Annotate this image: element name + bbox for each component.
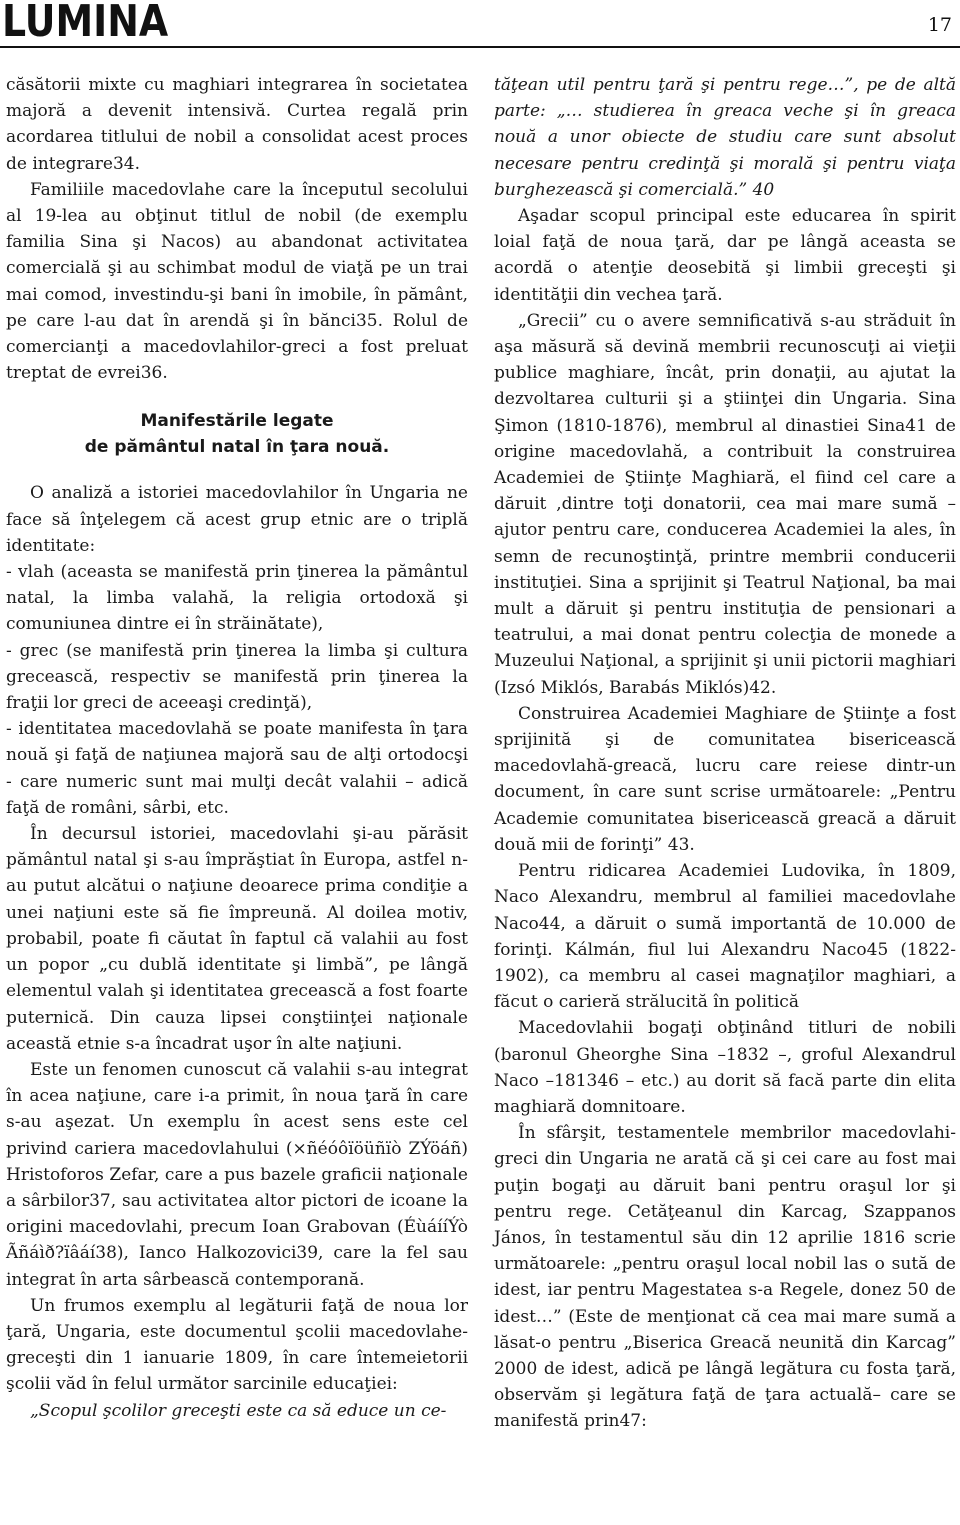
magazine-logo: LUMINA xyxy=(2,0,169,47)
section-heading-line: de pământul natal în ţara nouă. xyxy=(84,437,390,458)
paragraph: Macedovlahii bogaţi obţinând titluri de nobili (baronul Gheorghe Sina –1832 –, groful Alexandrul Naco –181346 – etc.) au dorit să facă parte din elita maghiară domnitoare. xyxy=(494,1018,956,1117)
paragraph: Este un fenomen cunoscut că valahii s-au integrat în acea naţiune, care i-a primit, în noua ţară în care s-au aşezat. Un exemplu în acest sens este cel privind cariera macedovlahului (×ñéóôïöüñïò ZÝöáñ) Hristoforos Zefar, care a pus bazele graficii naţionale a sârbilor37, sau activitatea altor pictori de icoane la origini macedovlahi, precum Ioan Grabovan (ÉùáííÝò Ãñáìð?ïâáí38), Ianco Halkozovici39, care la fel sau integrat în arta sârbească contemporană. xyxy=(6,1059,468,1290)
paragraph: O analiză a istoriei macedovlahilor în Ungaria ne face să înţelegem că acest grup etnic are o triplă identitate: xyxy=(6,483,468,556)
paragraph: căsătorii mixte cu maghiari integrarea în societatea majoră a devenit intensivă. Curtea regală prin acordarea titlului de nobil a consolidat acest proces de integrare34. xyxy=(6,75,468,174)
paragraph: Construirea Academiei Maghiare de Ştiinţe a fost sprijinită şi de comunitatea bisericească macedovlahă-greacă, lucru care reiese dintr-un document, în care sunt scrise următoarele: „Pentru Academie comunitatea bisericească greacă a dăruit două mii de forinţi” 43. xyxy=(494,703,956,855)
list-item: - vlah (aceasta se manifestă prin ţinerea la pământul natal, la limba valahă, la religia ortodoxă şi comuniunea dintre ei în străinătate), xyxy=(6,562,468,635)
paragraph: Aşadar scopul principal este educarea în spirit loial faţă de noua ţară, dar pe lângă aceasta se acordă o atenţie deosebită şi limbii greceşti şi identităţii din vechea ţară. xyxy=(494,206,956,305)
section-heading-line: Manifestările legate xyxy=(140,411,334,432)
quote-paragraph: tăţean util pentru ţară şi pentru rege…”, pe de altă parte: „… studierea în greaca veche şi în greaca nouă a unor obiecte de studiu care sunt absolut necesare pentru credinţă şi morală şi pentru viaţa burghezească şi comercială.” 40 xyxy=(494,75,956,200)
paragraph: Un frumos exemplu al legăturii faţă de noua lor ţară, Ungaria, este documentul şcolii macedovlahe-greceşti din 1 ianuarie 1809, în care întemeietorii şcolii văd în felul următor sarcinile educaţiei: xyxy=(6,1295,468,1395)
paragraph: În sfârşit, testamentele membrilor macedovlahi-greci din Ungaria ne arată că şi cei care au fost mai puţin bogaţi au dăruit bani pentru oraşul lor şi pentru rege. Cetăţeanul din Karcag, Szappanos János, în testamentul său din 12 aprilie 1816 scrie următoarele: „pentru oraşul local nobil las o sută de idest, iar pentru Magestatea s-a Regele, donez 50 de idest…” (Este de menţionat că cea mai mare sumă a lăsat-o pentru „Biserica Greacă neunită din Karcag” 2000 de idest, adică pe lângă legătura cu fosta ţară, observăm şi legătura faţă de ţara actuală– care se manifestă prin47: xyxy=(494,1123,956,1432)
list-item: - identitatea macedovlahă se poate manifesta în ţara nouă şi faţă de naţiunea majoră sau de alţi ortodocşi - care numeric sunt mai mulţi decât valahii – adică faţă de români, sârbi, etc. xyxy=(6,719,468,818)
paragraph: Familiile macedovlahe care la începutul secolului al 19-lea au obţinut titlul de nobil (de exemplu familia Sina şi Nacos) au abandonat activitatea comercială şi au schimbat modul de viaţă pe un trai mai comod, investindu-şi bani în imobile, în pământ, pe care l-au dat în arendă şi în bănci35. Rolul de comercianţi a macedovlahilor-greci a fost preluat treptat de evrei36. xyxy=(6,179,468,384)
page-number: 17 xyxy=(927,14,952,36)
left-column xyxy=(6,72,468,1424)
paragraph: În decursul istoriei, macedovlahi şi-au părăsit pământul natal şi s-au împrăştiat în Europa, astfel n-au putut alcătui o naţiune deoarece prima condiţie a unei naţiuni este să fie împreună. Al doilea motiv, probabil, poate fi căutat în faptul că valahii au fost un popor „cu dublă identitate şi limbă”, pe lângă elementul valah şi identitatea grecească a fost foarte puternică. Din cauza lipsei conştiinţei naţionale această etnie s-a încadrat uşor în alte naţiuni. xyxy=(6,824,468,1054)
paragraph: Pentru ridicarea Academiei Ludovika, în 1809, Naco Alexandru, membrul al familiei macedovlahe Naco44, a dăruit o sumă importantă de 10.000 de forinţi. Kálmán, fiul lui Alexandru Naco45 (1822-1902), ca membru al casei magnaţilor maghiari, a făcut o carieră strălucită în politică xyxy=(494,861,956,1013)
list-item: - grec (se manifestă prin ţinerea la limba şi cultura grecească, respectiv se manifestă prin ţinerea la fraţii lor greci de aceeaşi credinţă), xyxy=(6,640,468,714)
header-rule xyxy=(0,46,960,48)
paragraph: „Grecii” cu o avere semnificativă s-au străduit în aşa măsură să devină membrii recunoscuţi ai vieţii publice maghiare, încât, prin donaţii, au ajutat la dezvoltarea culturii şi a ştiinţei din Ungaria. Sina Şimon (1810-1876), membrul al dinastiei Sina41 de origine macedovlahă, a contribuit la construirea Academiei de Ştiinţe Maghiară, el fiind cel care a dăruit ,dintre toţi donatorii, cea mai mare sumă – ajutor pentru care, conducerea Academiei la ales, în semn de recunoştinţă, printre membrii conducerii instituţiei. Sina a sprijinit şi Teatrul Naţional, ba mai mult a dăruit şi pentru instituţia de pensionari a teatrului, a mai donat pentru colecţia de monede a Muzeului Naţional, a sprijinit şi unii pictorii maghiari (Izsó Miklós, Barabás Miklós)42. xyxy=(494,310,956,698)
quote-paragraph: „Scopul şcolilor greceşti este ca să educe un ce- xyxy=(30,1400,447,1421)
section-heading xyxy=(6,408,468,460)
page-header xyxy=(0,0,960,52)
right-column xyxy=(494,72,956,1435)
